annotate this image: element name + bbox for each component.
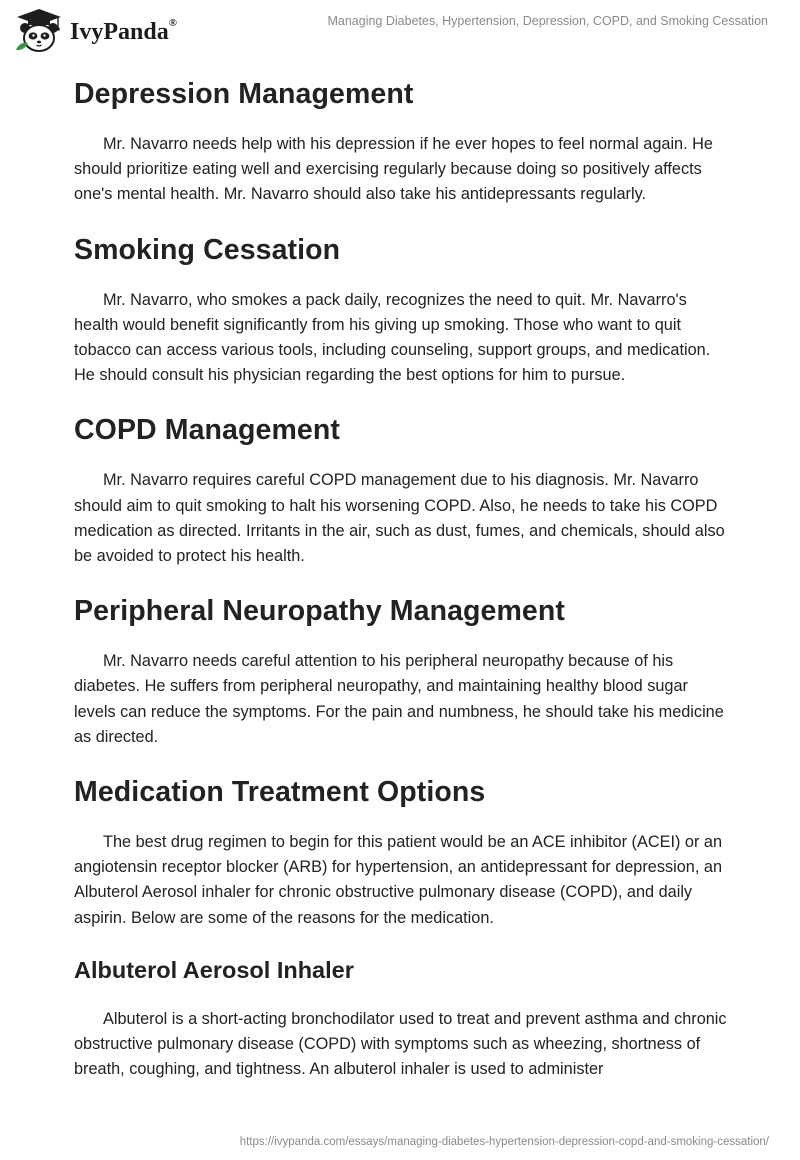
section-heading-depression: Depression Management	[74, 78, 414, 110]
section-heading-copd: COPD Management	[74, 414, 340, 447]
section-paragraph-copd: Mr. Navarro requires careful COPD management due to his diagnosis. Mr. Navarro should aim to quit smoking to halt his worsening COPD. Also, he needs to take his COPD medication as directed. Irritants in the air, such as dust, fumes, and chemicals, should also be avoided to protect his health.	[74, 471, 725, 566]
section-paragraph-medication: The best drug regimen to begin for this patient would be an ACE inhibitor (ACEI) or an angiotensin receptor blocker (ARB) for hypertension, an antidepressant for depression, an Albuterol Aerosol inhaler for chronic obstructive pulmonary disease (COPD), and daily aspirin. Below are some of the reasons for the medication.	[74, 833, 723, 927]
section-paragraph-smoking: Mr. Navarro, who smokes a pack daily, recognizes the need to quit. Mr. Navarro's health would benefit significantly from his giving up smoking. Those who want to quit tobacco can access various tools, including counseling, support groups, and medication. He should consult his physician regarding the best options for him to pursue.	[74, 290, 711, 385]
section-paragraph-neuropathy: Mr. Navarro needs careful attention to his peripheral neuropathy because of his diabetes. He suffers from peripheral neuropathy, and maintaining healthy blood sugar levels can reduce the symptoms. For the pain and numbness, he should take his medicine as directed.	[74, 652, 724, 746]
subsection-paragraph-albuterol: Albuterol is a short-acting bronchodilator used to treat and prevent asthma and chronic obstructive pulmonary disease (COPD) with symptoms such as wheezing, shortness of breath, coughing, and tightness. An albuterol inhaler is used to administer	[74, 1009, 727, 1079]
section-heading-neuropathy: Peripheral Neuropathy Management	[74, 595, 565, 628]
ivypanda-logo[interactable]	[14, 8, 177, 54]
panda-graduate-icon	[14, 8, 64, 54]
source-url[interactable]: https://ivypanda.com/essays/managing-diabetes-hypertension-depression-copd-and-smoking-cessation/	[239, 1136, 769, 1148]
section-paragraph-depression: Mr. Navarro needs help with his depression if he ever hopes to feel normal again. He should prioritize eating well and exercising regularly because doing so positively affects one's mental health. Mr. Navarro should also take his antidepressants regularly.	[74, 135, 713, 204]
registered-mark: ®	[168, 16, 177, 29]
section-heading-medication: Medication Treatment Options	[74, 776, 486, 809]
section-heading-smoking: Smoking Cessation	[74, 233, 341, 266]
subsection-heading-albuterol: Albuterol Aerosol Inhaler	[74, 956, 354, 983]
logo-wordmark: IvyPanda®	[70, 16, 177, 45]
page-header	[0, 0, 800, 60]
document-title: Managing Diabetes, Hypertension, Depression, COPD, and Smoking Cessation	[327, 14, 768, 28]
essay-content	[74, 70, 734, 1082]
